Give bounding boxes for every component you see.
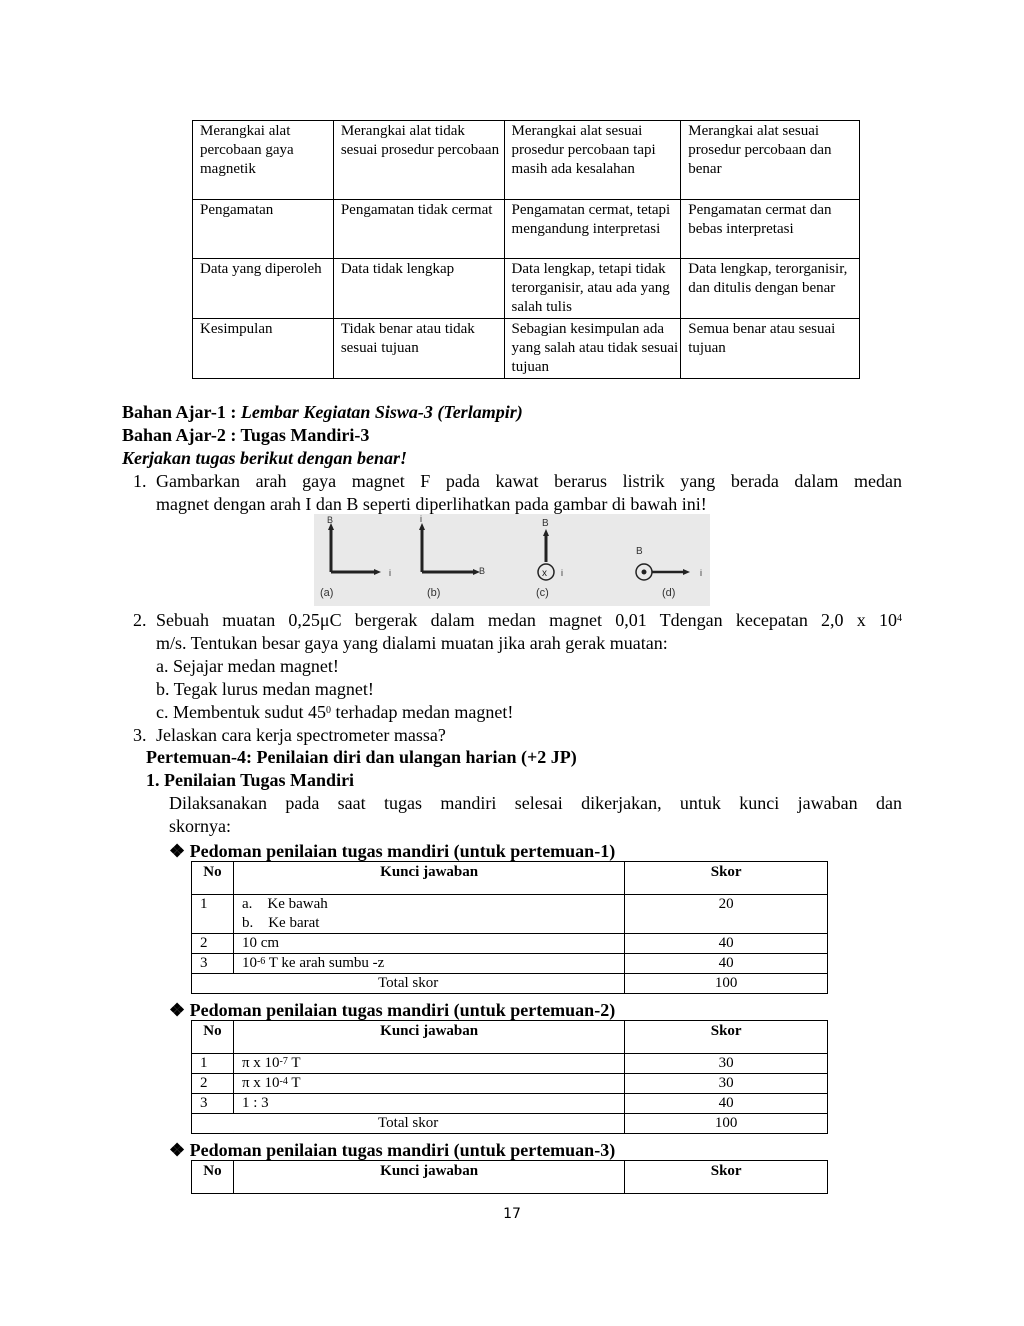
total-label: Total skor: [192, 1114, 625, 1134]
kunci-post: T ke arah sumbu -z: [265, 955, 385, 971]
kunci-sup: -4: [279, 1076, 288, 1087]
page-number: 17: [503, 1206, 521, 1222]
instruction: Kerjakan tugas berikut dengan benar!: [122, 448, 408, 468]
diagram-a: [320, 515, 391, 599]
table-header-row: [192, 1021, 828, 1054]
answer-b: b. Ke barat: [241, 915, 320, 931]
cell-kunci: [233, 895, 624, 934]
rubric-cell: Pengamatan cermat, tetapi mengandung interpretasi: [504, 200, 681, 259]
label-d: (d): [662, 587, 676, 599]
cell-skor: 30: [625, 1074, 828, 1094]
cell-kunci: [233, 954, 624, 974]
q2-line1: [156, 609, 902, 632]
q1-line2: magnet dengan arah I dan B seperti diperlihatkan pada gambar di bawah ini!: [156, 494, 707, 514]
q2-number: 2.: [133, 610, 147, 630]
rubric-cell: Pengamatan cermat dan bebas interpretasi: [681, 200, 860, 259]
diagram-c: [536, 518, 563, 599]
table-row: [193, 200, 860, 259]
total-value: 100: [625, 974, 828, 994]
kunci-pre: π x 10: [241, 1055, 280, 1071]
label-a: (a): [320, 587, 334, 599]
cell-no: 2: [192, 1074, 234, 1094]
table-row: [193, 121, 860, 200]
header-kunci: Kunci jawaban: [233, 862, 624, 895]
header-no: No: [192, 862, 234, 895]
kunci-sup: -6: [256, 956, 266, 967]
table-total-row: [192, 974, 828, 994]
label-B-c: B: [542, 518, 549, 529]
cell-skor: 40: [625, 1094, 828, 1114]
q3-number: 3.: [133, 725, 147, 745]
section-1-line1: Dilaksanakan pada saat tugas mandiri selesai dikerjakan, untuk kunci jawaban dan: [169, 793, 902, 813]
table-header-row: [192, 862, 828, 895]
kunci-sup: -7: [279, 1056, 288, 1067]
label-B-b: B: [479, 566, 486, 576]
bahan-ajar-1-title: Lembar Kegiatan Siswa-3 (Terlampir): [240, 402, 523, 422]
cell-kunci: 1 : 3: [233, 1094, 624, 1114]
q1-line1: Gambarkan arah gaya magnet F pada kawat berarus listrik yang berada dalam medan: [156, 471, 902, 491]
cell-skor: 30: [625, 1054, 828, 1074]
header-skor: Skor: [625, 862, 828, 895]
guide-1-table: [191, 861, 828, 994]
q2-c-sup: 0: [325, 705, 331, 716]
rubric-cell: Pengamatan tidak cermat: [333, 200, 504, 259]
q2-line2: m/s. Tentukan besar gaya yang dialami muatan jika arah gerak muatan:: [156, 633, 668, 653]
header-skor: Skor: [625, 1021, 828, 1054]
bahan-ajar-2: Bahan Ajar-2 : Tugas Mandiri-3: [122, 425, 370, 445]
label-i-b: i: [420, 514, 422, 524]
cell-no: 1: [192, 895, 234, 934]
rubric-cell: Merangkai alat sesuai prosedur percobaan dan benar: [681, 121, 860, 200]
rubric-cell: Kesimpulan: [193, 319, 334, 379]
pertemuan-4-heading: Pertemuan-4: Penilaian diri dan ulangan harian (+2 JP): [146, 747, 577, 767]
label-x-c: x: [542, 568, 547, 579]
rubric-cell: Data tidak lengkap: [333, 259, 504, 319]
table-row: [192, 1054, 828, 1074]
magnetic-field-figure: [314, 514, 710, 606]
cell-kunci: [233, 1054, 624, 1074]
table-total-row: [192, 1114, 828, 1134]
q2-c-post: terhadap medan magnet!: [330, 702, 514, 722]
section-1-title: 1. Penilaian Tugas Mandiri: [146, 770, 355, 790]
cell-skor: 40: [625, 934, 828, 954]
cell-no: 3: [192, 1094, 234, 1114]
table-header-row: [192, 1161, 828, 1194]
label-b: (b): [427, 587, 441, 599]
bahan-ajar-1: [122, 401, 523, 424]
label-B-d: B: [636, 546, 643, 557]
guide-2-title: ❖ Pedoman penilaian tugas mandiri (untuk pertemuan-2): [169, 1000, 616, 1020]
header-skor: Skor: [625, 1161, 828, 1194]
table-row: [193, 259, 860, 319]
header-kunci: Kunci jawaban: [233, 1021, 624, 1054]
q2-option-b: b. Tegak lurus medan magnet!: [156, 679, 374, 699]
rubric-cell: Merangkai alat sesuai prosedur percobaan tapi masih ada kesalahan: [504, 121, 681, 200]
rubric-cell: Data lengkap, terorganisir, dan ditulis dengan benar: [681, 259, 860, 319]
rubric-cell: Merangkai alat percobaan gaya magnetik: [193, 121, 334, 200]
cell-kunci: 10 cm: [233, 934, 624, 954]
guide-3-title: ❖ Pedoman penilaian tugas mandiri (untuk pertemuan-3): [169, 1140, 616, 1160]
q3-text: Jelaskan cara kerja spectrometer massa?: [156, 725, 446, 745]
q2-option-c: [156, 701, 513, 724]
section-1-line2: skornya:: [169, 816, 231, 836]
cell-no: 3: [192, 954, 234, 974]
table-row: [192, 954, 828, 974]
label-i-c: i: [561, 568, 563, 578]
cell-skor: 40: [625, 954, 828, 974]
kunci-pre: 10: [241, 955, 257, 971]
figure-svg: [314, 514, 710, 606]
rubric-cell: Semua benar atau sesuai tujuan: [681, 319, 860, 379]
cell-kunci: [233, 1074, 624, 1094]
rubric-cell: Merangkai alat tidak sesuai prosedur percobaan: [333, 121, 504, 200]
rubric-cell: Tidak benar atau tidak sesuai tujuan: [333, 319, 504, 379]
rubric-cell: Data lengkap, tetapi tidak terorganisir, atau ada yang salah tulis: [504, 259, 681, 319]
guide-3-table: [191, 1160, 828, 1194]
kunci-post: T: [287, 1055, 301, 1071]
header-kunci: Kunci jawaban: [233, 1161, 624, 1194]
rubric-cell: Data yang diperoleh: [193, 259, 334, 319]
rubric-cell: Sebagian kesimpulan ada yang salah atau tidak sesuai tujuan: [504, 319, 681, 379]
q1-number: 1.: [133, 471, 147, 491]
total-value: 100: [625, 1114, 828, 1134]
label-i-d: i: [700, 568, 702, 578]
cell-no: 2: [192, 934, 234, 954]
bahan-ajar-1-prefix: Bahan Ajar-1 :: [122, 402, 241, 422]
table-row: [192, 895, 828, 934]
label-B-a: B: [327, 515, 334, 525]
answer-a: a. Ke bawah: [241, 896, 328, 912]
q2-option-a: a. Sejajar medan magnet!: [156, 656, 339, 676]
cell-no: 1: [192, 1054, 234, 1074]
diagram-b: [419, 514, 485, 599]
guide-2-table: [191, 1020, 828, 1134]
rubric-table: [192, 120, 860, 379]
guide-1-title: ❖ Pedoman penilaian tugas mandiri (untuk pertemuan-1): [169, 841, 616, 861]
table-row: [192, 1094, 828, 1114]
q2-line1-text: Sebuah muatan 0,25μC bergerak dalam medan magnet 0,01 Tdengan kecepatan 2,0 x 10: [156, 610, 897, 630]
cell-skor: 20: [625, 895, 828, 934]
label-c: (c): [536, 587, 549, 599]
table-row: [193, 319, 860, 379]
header-no: No: [192, 1021, 234, 1054]
kunci-post: T: [287, 1075, 301, 1091]
label-i-a: i: [389, 568, 391, 578]
kunci-pre: π x 10: [241, 1075, 280, 1091]
header-no: No: [192, 1161, 234, 1194]
diagram-d: [636, 546, 702, 599]
table-row: [192, 934, 828, 954]
rubric-cell: Pengamatan: [193, 200, 334, 259]
q2-line1-sup: 4: [897, 613, 902, 624]
table-row: [192, 1074, 828, 1094]
q2-c-pre: c. Membentuk sudut 45: [156, 702, 326, 722]
total-label: Total skor: [192, 974, 625, 994]
